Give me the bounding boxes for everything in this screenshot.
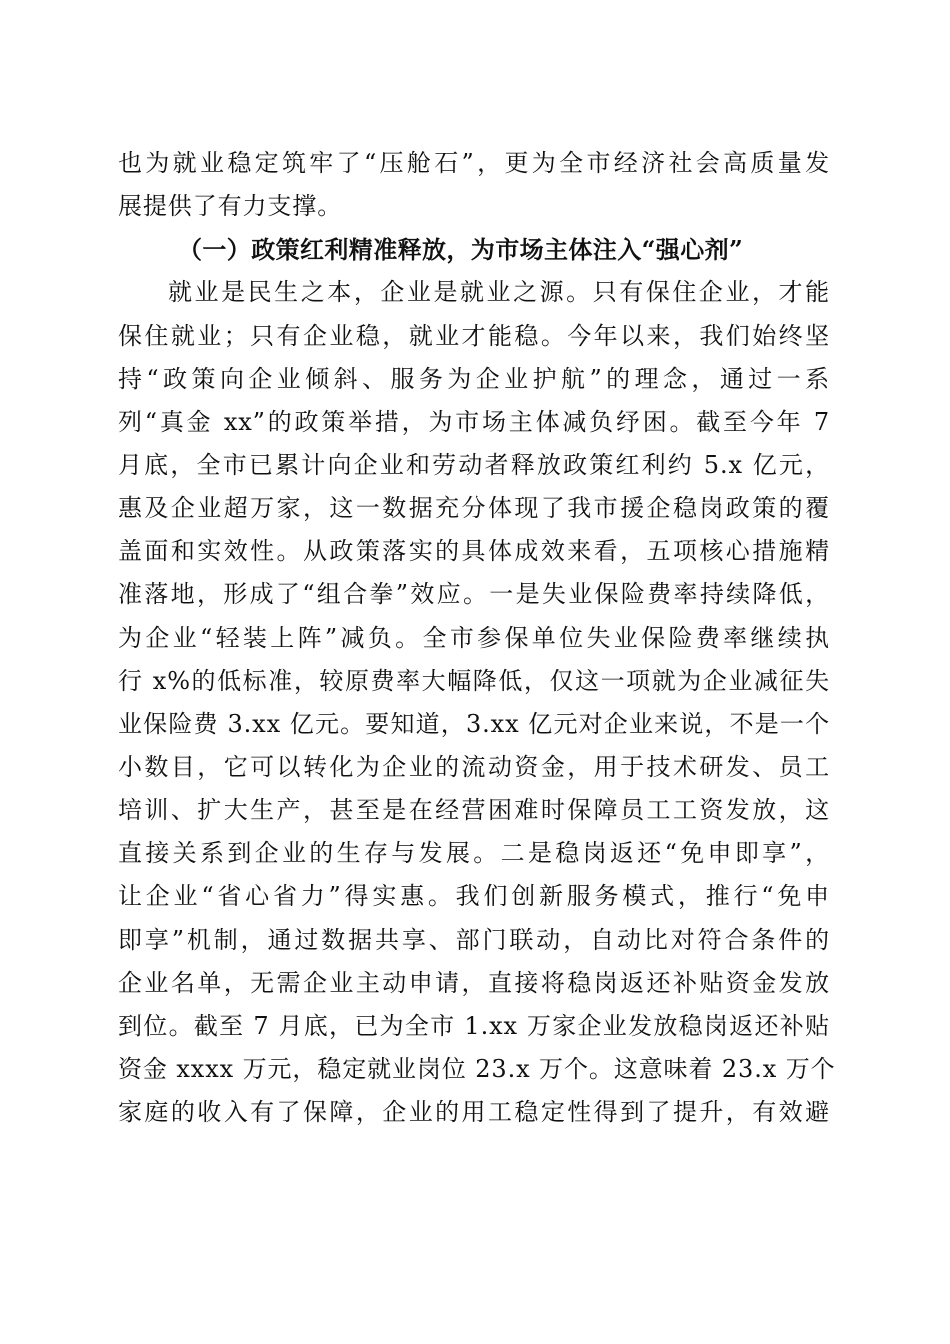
body-text-line: 资金 xxxx 万元，稳定就业岗位 23.x 万个。这意味着 23.x 万个 bbox=[118, 1054, 836, 1083]
body-text-line: 家庭的收入有了保障，企业的用工稳定性得到了提升，有效避 bbox=[118, 1098, 830, 1127]
body-text-line: 行 x%的低标准，较原费率大幅降低，仅这一项就为企业减征失 bbox=[118, 666, 830, 695]
document-body bbox=[118, 142, 836, 1134]
body-text-line: 准落地，形成了“组合拳”效应。一是失业保险费率持续降低， bbox=[118, 580, 830, 609]
body-text-line: 小数目，它可以转化为企业的流动资金，用于技术研发、员工 bbox=[118, 752, 830, 781]
body-text-line: 惠及企业超万家，这一数据充分体现了我市援企稳岗政策的覆 bbox=[118, 494, 830, 523]
body-text-line: 就业是民生之本，企业是就业之源。只有保住企业，才能 bbox=[168, 278, 830, 307]
body-text-line: 保住就业；只有企业稳，就业才能稳。今年以来，我们始终坚 bbox=[118, 321, 830, 350]
body-text-line: 为企业“轻装上阵”减负。全市参保单位失业保险费率继续执 bbox=[118, 623, 830, 652]
section-heading: （一）政策红利精准释放，为市场主体注入“强心剂” bbox=[178, 235, 744, 265]
body-text-line: 盖面和实效性。从政策落实的具体成效来看，五项核心措施精 bbox=[118, 537, 830, 566]
body-text-line: 也为就业稳定筑牢了“压舱石”，更为全市经济社会高质量发 bbox=[118, 149, 830, 177]
body-text-line: 业保险费 3.xx 亿元。要知道，3.xx 亿元对企业来说，不是一个 bbox=[118, 709, 830, 738]
body-text-line: 即享”机制，通过数据共享、部门联动，自动比对符合条件的 bbox=[118, 925, 830, 954]
body-text-line: 到位。截至 7 月底，已为全市 1.xx 万家企业发放稳岗返还补贴 bbox=[118, 1011, 830, 1040]
body-text-line: 展提供了有力支撑。 bbox=[118, 192, 343, 221]
body-text-line: 月底，全市已累计向企业和劳动者释放政策红利约 5.x 亿元， bbox=[118, 450, 830, 479]
body-text-line: 列“真金 xx”的政策举措，为市场主体减负纾困。截至今年 7 bbox=[118, 407, 830, 436]
body-text-line: 培训、扩大生产，甚至是在经营困难时保障员工工资发放，这 bbox=[118, 796, 830, 825]
body-text-line: 持“政策向企业倾斜、服务为企业护航”的理念，通过一系 bbox=[118, 364, 830, 393]
body-text-line: 企业名单，无需企业主动申请，直接将稳岗返还补贴资金发放 bbox=[118, 968, 830, 997]
body-text-line: 直接关系到企业的生存与发展。二是稳岗返还“免申即享”， bbox=[118, 839, 830, 868]
body-text-line: 让企业“省心省力”得实惠。我们创新服务模式，推行“免申 bbox=[118, 882, 830, 911]
